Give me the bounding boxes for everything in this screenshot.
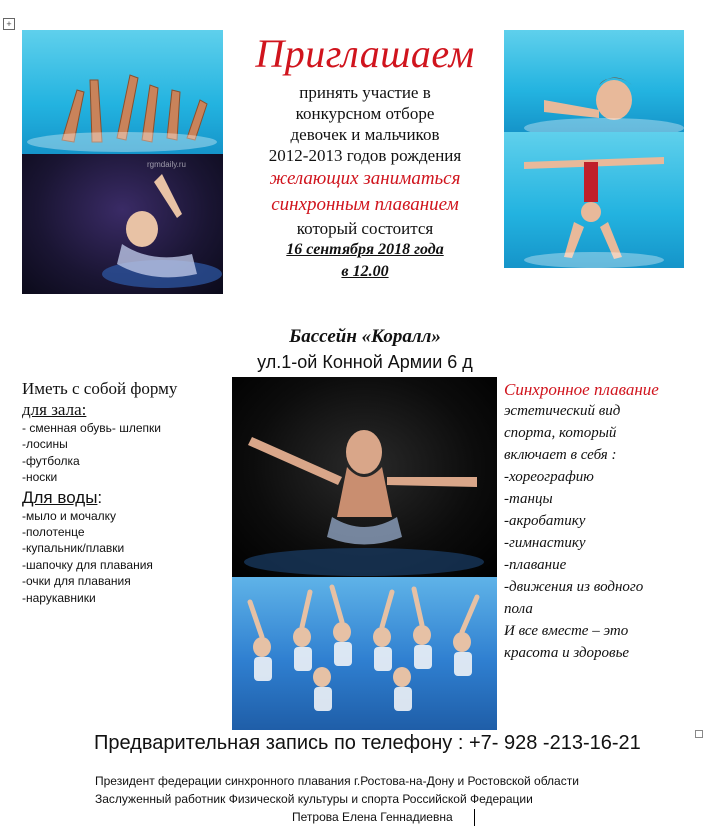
gym-item: -носки: [22, 470, 58, 485]
about-line: эстетический вид: [504, 403, 621, 419]
about-line: И все вместе – это: [504, 623, 629, 639]
invite-details: [225, 82, 505, 283]
resize-handle-icon[interactable]: [695, 730, 703, 738]
about-line: -хореографию: [504, 469, 594, 485]
footer-line: Заслуженный работник Физической культуры и спорта Российской Федерации: [95, 792, 533, 806]
photo-acrobatic-lift: [504, 132, 684, 268]
about-line: -танцы: [504, 491, 553, 507]
photo-swimmer-dark: [232, 377, 497, 577]
watermark: rgmdaily.ru: [147, 160, 186, 169]
bring-heading: Иметь с собой форму: [22, 379, 178, 398]
venue-name: Бассейн «Коралл»: [289, 326, 441, 347]
swimmer-dark-illustration: [232, 377, 497, 577]
invite-line: принять участие в: [299, 83, 431, 102]
invite-title: Приглашаем: [255, 31, 475, 76]
about-line: -гимнастику: [504, 535, 586, 551]
footer-signature: Петрова Елена Геннадиевна: [292, 810, 453, 824]
invite-line: 2012-2013 годов рождения: [268, 146, 462, 165]
about-line: пола: [504, 601, 533, 617]
about-line: -акробатику: [504, 513, 586, 529]
invite-line: конкурсном отборе: [295, 104, 435, 123]
gym-heading: для зала:: [22, 400, 87, 419]
venue-address: ул.1-ой Конной Армии 6 д: [257, 352, 473, 372]
invite-highlight: синхронным плаванием: [271, 194, 459, 215]
invite-after: который состоится: [296, 219, 434, 238]
water-heading-row: [22, 488, 227, 508]
water-item: -нарукавники: [22, 590, 96, 605]
swimmer-smiling-illustration: [504, 30, 684, 132]
acrobatic-lift-illustration: [504, 132, 684, 268]
text-cursor: [474, 809, 475, 826]
about-heading: Синхронное плавание: [504, 380, 659, 399]
about-line: -плавание: [504, 557, 567, 573]
water-item: -купальник/плавки: [22, 541, 125, 556]
phone-line: Предварительная запись по телефону : +7- 928 -213-16-21: [94, 732, 641, 754]
photo-synchro-legs: [22, 30, 223, 154]
invite-line: девочек и мальчиков: [290, 125, 440, 144]
gym-item: -лосины: [22, 437, 68, 452]
water-item: -очки для плавания: [22, 574, 131, 589]
water-item: -шапочку для плавания: [22, 557, 153, 572]
water-heading: Для воды: [22, 487, 98, 507]
about-synchro: [504, 380, 694, 664]
about-line: спорта, который: [504, 425, 617, 441]
gym-item: - сменная обувь- шлепки: [22, 421, 162, 435]
synchro-team-illustration: [232, 577, 497, 730]
legs-illustration: [22, 30, 223, 154]
about-line: -движения из водного: [504, 579, 644, 595]
footer-line: Президент федерации синхронного плавания г.Ростова-на-Дону и Ростовской области: [95, 774, 579, 788]
water-item: -полотенце: [22, 525, 85, 540]
photo-swimmer-smiling: [504, 30, 684, 132]
photo-synchro-team: [232, 577, 497, 730]
about-line: красота и здоровье: [504, 645, 630, 661]
bring-list: [22, 378, 227, 606]
water-heading-colon: :: [97, 487, 103, 507]
photo-swimmer-night: [22, 154, 223, 294]
about-line: включает в себя :: [504, 447, 617, 463]
invite-highlight: желающих заниматься: [269, 168, 461, 189]
event-time: в 12.00: [341, 263, 389, 280]
gym-item: -футболка: [22, 453, 80, 468]
event-date: 16 сентября 2018 года: [286, 241, 444, 258]
water-item: -мыло и мочалку: [22, 508, 117, 523]
swimmer-night-illustration: [22, 154, 223, 294]
table-anchor-icon[interactable]: +: [3, 18, 15, 30]
